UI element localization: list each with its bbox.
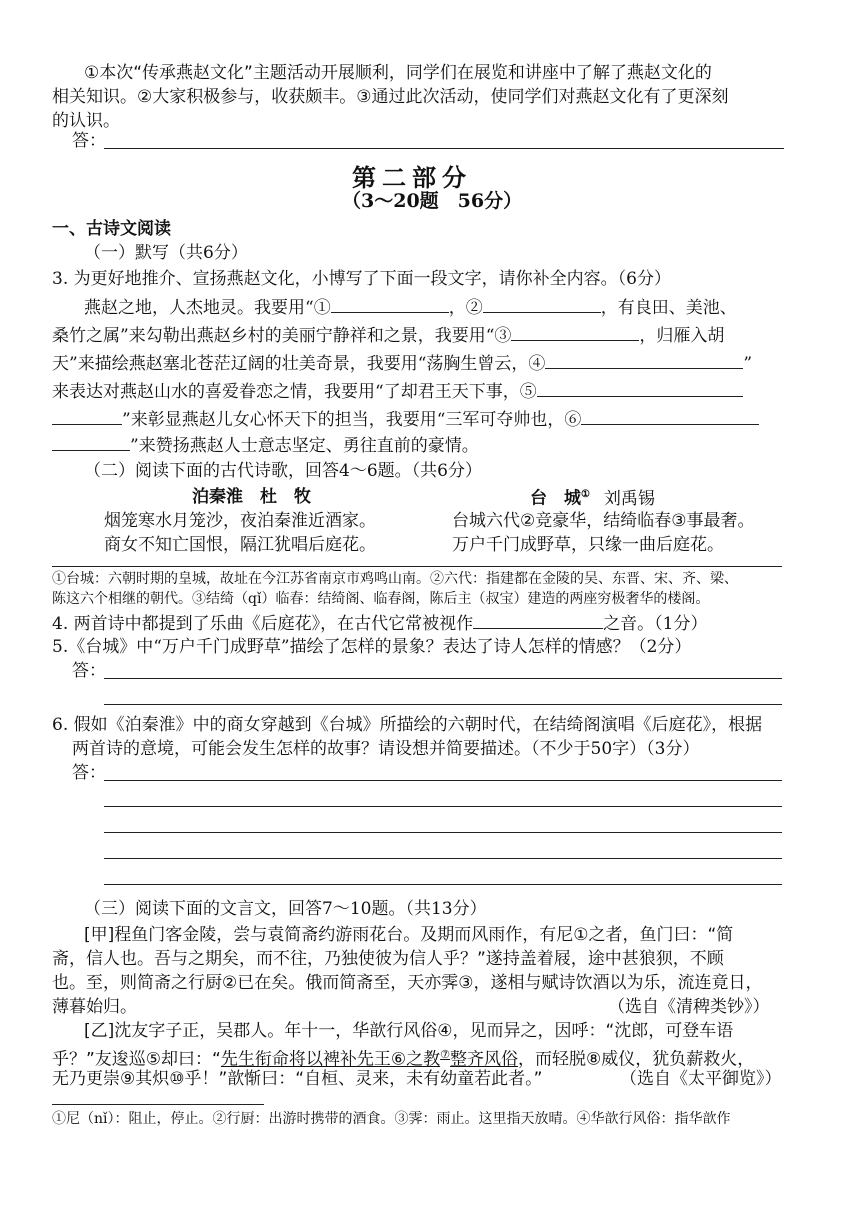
blank-1[interactable] [331,296,449,313]
text-jia-line-1: [甲]程鱼门客金陵，尝与袁简斋约游雨花台。及期而风雨作，有尼①之者，鱼门曰：“简 [84,925,734,945]
footnote-line: ①尼（nǐ）：阻止，停止。②行厨：出游时携带的酒食。③霁：雨止。这里指天放晴。④华歆行风俗：指华歆作 [52,1111,731,1127]
text-jia-line-2: 斋，信人也。吾与之期矣，而不往，乃独使彼为信人乎？”遂持盖着屐，途中甚狼狈，不顾 [52,949,724,969]
text-yi-line-2 [52,1044,754,1071]
part-subtitle: （3～20题 56分） [342,190,523,212]
q3-text: ” [743,354,753,374]
q4-text: 之音。（1分） [603,614,708,634]
top-para-line-3: 的认识。 [52,111,120,131]
answer-label: 答： [72,131,106,151]
q5-answer-line-1[interactable] [104,678,782,679]
yi-underlined-sentence: 先生衔命将以裨补先王⑥之教 [220,1049,441,1070]
poem-2-note-mark: ① [581,489,590,500]
poem-2-title [530,484,655,510]
yi-text: 乎？”友逡巡⑤却曰：“ [52,1049,221,1070]
text-yi-line-1: [乙]沈友字子正，吴郡人。年十一，华歆行风俗④，见而异之，因呼：“沈郎，可登车语 [84,1021,734,1041]
blank-5-cont[interactable] [52,408,122,425]
part-title: 第二部分 [352,163,472,192]
poem-1-line-2: 商女不知亡国恨，隔江犹唱后庭花。 [104,535,376,555]
q3-line-2 [52,324,724,347]
question-6-line-2: 两首诗的意境，可能会发生怎样的故事？请设想并简要描述。（不少于50字）（3分） [72,739,700,759]
blank-4[interactable] [545,352,743,369]
question-6-line-1: 6. 假如《泊秦淮》中的商女穿越到《台城》所描绘的六朝时代，在结绮阁演唱《后庭花》，根据 [52,715,763,735]
answer-line[interactable] [104,148,784,149]
q3-text: ，归雁入胡 [639,326,725,346]
subsection-classical: （三）阅读下面的文言文，回答7～10题。（共13分） [84,899,487,919]
q3-line-5 [52,408,759,431]
q3-text: 来表达对燕赵山水的喜爱眷恋之情，我要用“了却君王天下事，⑤ [52,382,537,402]
q6-answer-line-2[interactable] [104,806,782,807]
blank-3[interactable] [511,324,639,341]
text-jia-line-3: 也。至，则简斋之行厨②已在矣。俄而简斋至，天亦霁③，遂相与赋诗饮酒以为乐，流连竟日， [52,973,763,993]
question-3-stem: 3. 为更好地推介、宣扬燕赵文化，小博写了下面一段文字，请你补全内容。（6分） [52,269,671,289]
subsection-dictation: （一）默写（共6分） [84,243,248,263]
poem-2-title-text: 台 城 [530,488,581,509]
text-jia-line-4: 薄暮始归。 [52,997,137,1017]
poem-1-line-1: 烟笼寒水月笼沙，夜泊秦淮近酒家。 [104,511,376,531]
q3-text: 天”来描绘燕赵塞北苍茫辽阔的壮美奇景，我要用“荡胸生曾云，④ [52,354,546,374]
q6-answer-line-1[interactable] [104,780,782,781]
q3-text: ”来赞扬燕赵人士意志坚定、勇往直前的豪情。 [130,436,479,456]
poem-1-title: 泊秦淮 杜 牧 [192,487,311,507]
q3-text: 燕赵之地，人杰地灵。我要用“① [84,298,331,318]
q3-line-1 [84,296,737,319]
blank-6-cont[interactable] [52,434,130,451]
blank-5[interactable] [537,380,743,397]
q3-line-4 [52,380,743,403]
yi-underlined-sentence: 整齐风俗 [449,1049,518,1070]
notes-divider [52,566,782,567]
q3-text: ，有良田、美池、 [600,298,737,318]
blank-q4[interactable] [473,612,603,629]
q6-answer-line-4[interactable] [104,858,782,859]
poem-2-line-2: 万户千门成野草，只缘一曲后庭花。 [452,535,724,555]
q6-answer-line-3[interactable] [104,832,782,833]
poem-2-author: 刘禹锡 [603,488,655,509]
text-yi-source: （选自《太平御览》） [620,1069,782,1089]
q3-text: ”来彰显燕赵儿女心怀天下的担当，我要用“三军可夺帅也，⑥ [122,410,582,430]
q3-text: 桑竹之属”来勾勒出燕赵乡村的美丽宁静祥和之景，我要用“③ [52,326,512,346]
text-jia-source: （选自《清稗类钞》） [608,997,770,1017]
yi-note-mark: ⑦ [440,1048,450,1061]
top-para-line-1: ①本次“传承燕赵文化”主题活动开展顺利，同学们在展览和讲座中了解了燕赵文化的 [84,63,712,83]
poem-note-line-2: 陈这六个相继的朝代。③结绮（qǐ）临春：结绮阁、临春阁，陈后主（叔宝）建造的两座穷极奢华的楼阁。 [52,591,710,607]
text-yi-line-3: 无乃更崇⑨其炽⑩乎！”歆惭曰：“自桓、灵来，未有幼童若此者。” [52,1069,543,1089]
question-5: 5.《台城》中“万户千门成野草”描绘了怎样的景象？表达了诗人怎样的情感？（2分） [52,637,692,657]
q4-text: 4. 两首诗中都提到了乐曲《后庭花》，在古代它常被视作 [52,614,474,634]
question-4 [52,612,707,635]
blank-6[interactable] [581,408,759,425]
blank-2[interactable] [483,296,601,313]
poem-2-line-1: 台城六代②竞豪华，结绮临春③事最奢。 [452,511,755,531]
top-para-line-2: 相关知识。②大家积极参与，收获颇丰。③通过此次活动，使同学们对燕赵文化有了更深刻 [52,87,729,107]
q3-line-3 [52,352,752,375]
q5-answer-label: 答： [72,661,106,681]
yi-text: ，而轻脱⑧威仪，犹负薪救火， [517,1049,755,1070]
q3-line-6 [52,434,479,457]
poem-note-line-1: ①台城：六朝时期的皇城，故址在今江苏省南京市鸡鸣山南。②六代：指建都在金陵的吴、东晋、宋、齐、梁、 [52,571,738,587]
q3-text: ，② [448,298,483,318]
section-heading: 一、古诗文阅读 [52,219,171,239]
q5-answer-line-2[interactable] [104,704,782,705]
subsection-poetry: （二）阅读下面的古代诗歌，回答4～6题。（共6分） [84,461,482,481]
footnote-divider [52,1104,264,1105]
q6-answer-line-5[interactable] [104,884,782,885]
q6-answer-label: 答： [72,763,106,783]
